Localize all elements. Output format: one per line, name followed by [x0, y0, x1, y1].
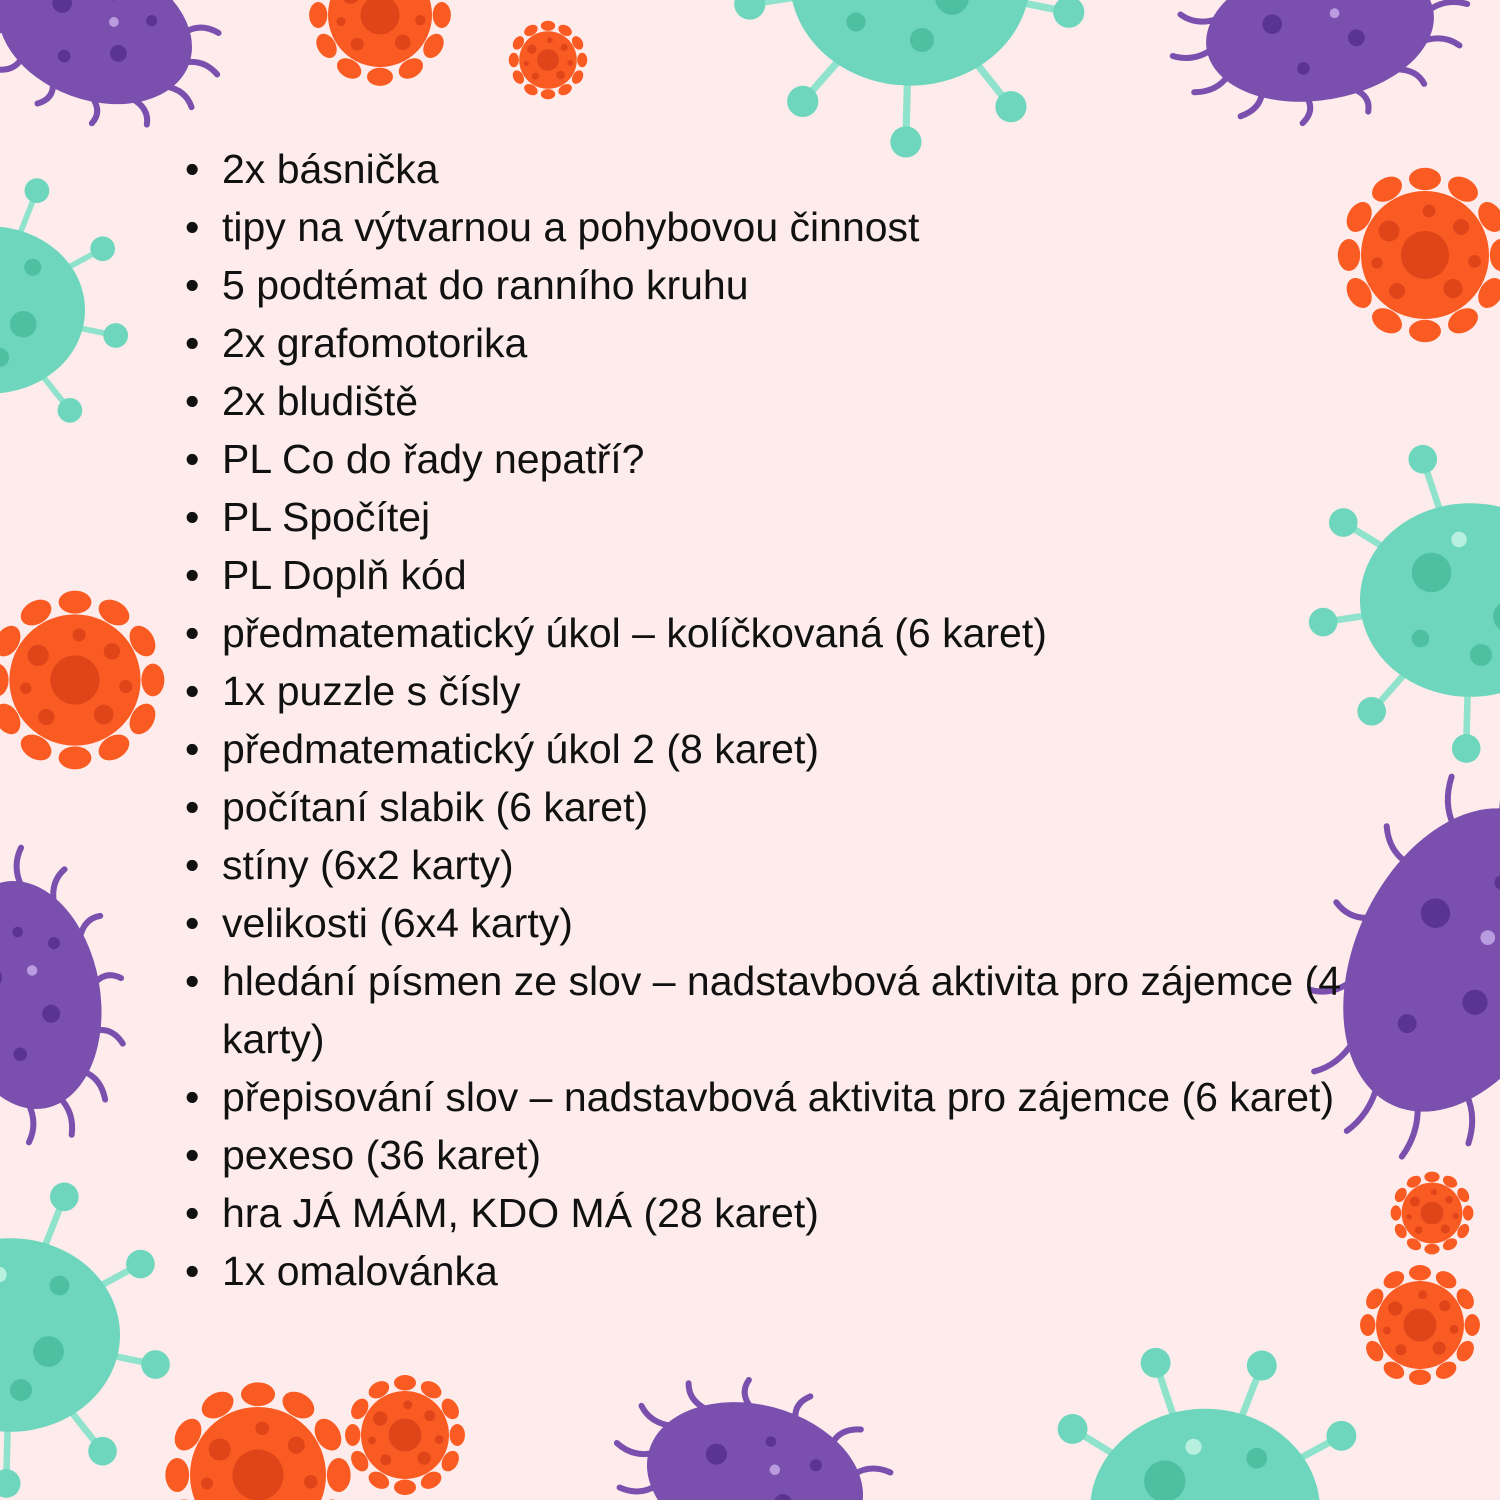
list-item: • 1x omalovánka — [185, 1242, 1395, 1300]
orange-virus-icon — [1391, 1172, 1474, 1255]
list-item: • předmatematický úkol 2 (8 karet) — [185, 720, 1395, 778]
list-item: • hra JÁ MÁM, KDO MÁ (28 karet) — [185, 1184, 1395, 1242]
list-item: • PL Spočítej — [185, 488, 1395, 546]
list-item: • velikosti (6x4 karty) — [185, 894, 1395, 952]
list-item: • tipy na výtvarnou a pohybovou činnost — [185, 198, 1395, 256]
list-item: • přepisování slov – nadstavbová aktivita pro zájemce (6 karet) — [185, 1068, 1395, 1126]
list-item: • 5 podtémat do ranního kruhu — [185, 256, 1395, 314]
list-item: • 2x bludiště — [185, 372, 1395, 430]
list-item: • 1x puzzle s čísly — [185, 662, 1395, 720]
purple-bacteria-icon — [0, 835, 146, 1156]
list-item: • 2x básnička — [185, 140, 1395, 198]
orange-virus-icon — [509, 21, 587, 99]
orange-virus-icon — [309, 0, 451, 86]
list-item: • pexeso (36 karet) — [185, 1126, 1395, 1184]
purple-bacteria-icon — [592, 1351, 917, 1500]
list-item: • stíny (6x2 karty) — [185, 836, 1395, 894]
list-item: • počítaní slabik (6 karet) — [185, 778, 1395, 836]
green-virus-icon — [1037, 1348, 1373, 1500]
green-virus-icon — [734, 0, 1084, 158]
list-item: • předmatematický úkol – kolíčkovaná (6 karet) — [185, 604, 1395, 662]
purple-bacteria-icon — [1157, 0, 1482, 143]
orange-virus-icon — [0, 591, 164, 770]
list-item: • PL Doplň kód — [185, 546, 1395, 604]
activity-list — [185, 140, 1395, 1300]
green-virus-icon — [0, 1180, 170, 1498]
list-item: • 2x grafomotorika — [185, 314, 1395, 372]
orange-virus-icon — [165, 1382, 350, 1500]
list-item: • PL Co do řady nepatří? — [185, 430, 1395, 488]
purple-bacteria-icon — [0, 0, 248, 158]
orange-virus-icon — [345, 1375, 465, 1495]
green-virus-icon — [0, 176, 128, 451]
list-item: • hledání písmen ze slov – nadstavbová aktivita pro zájemce (4 karty) — [185, 952, 1395, 1068]
